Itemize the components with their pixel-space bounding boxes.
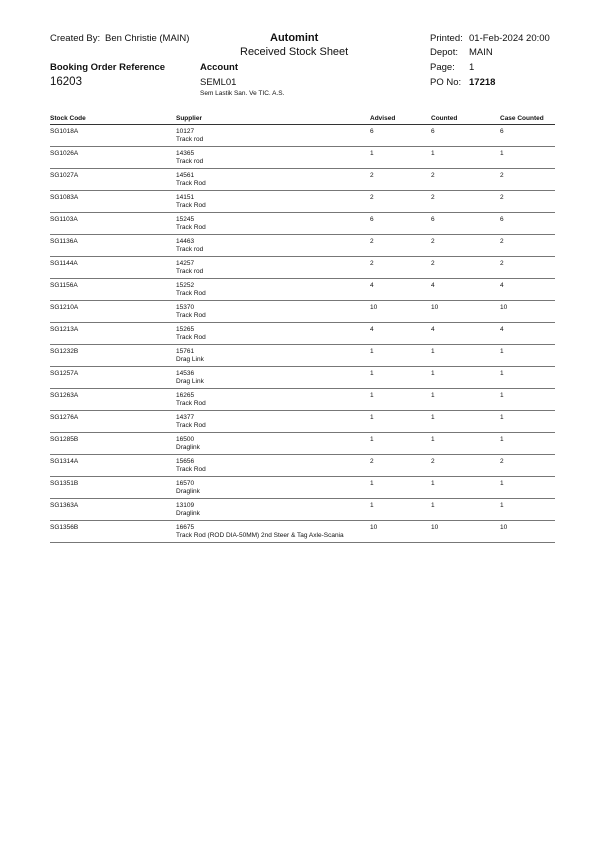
col-header-counted: Counted	[431, 115, 458, 122]
stock-code-cell: SG1027A	[50, 172, 79, 179]
col-header-stock-code: Stock Code	[50, 115, 86, 122]
stock-code-cell: SG1156A	[50, 282, 78, 289]
stock-code-cell: SG1144A	[50, 260, 78, 267]
description-cell: Track Rod	[176, 400, 206, 407]
created-by-label: Created By:	[50, 33, 101, 44]
row-divider	[50, 542, 555, 543]
stock-code-cell: SG1136A	[50, 238, 78, 245]
case-counted-cell: 1	[500, 392, 504, 399]
case-counted-cell: 2	[500, 172, 504, 179]
description-cell: Track Rod	[176, 290, 206, 297]
counted-cell: 6	[431, 216, 435, 223]
table-row	[0, 147, 595, 169]
description-cell: Track Rod	[176, 422, 206, 429]
stock-table	[0, 125, 595, 543]
advised-cell: 1	[370, 348, 374, 355]
case-counted-cell: 6	[500, 216, 504, 223]
po-label: PO No:	[430, 77, 462, 88]
booking-ref-label: Booking Order Reference	[50, 62, 166, 73]
case-counted-cell: 4	[500, 326, 504, 333]
description-cell: Track Rod	[176, 312, 206, 319]
table-row	[0, 323, 595, 345]
case-counted-cell: 1	[500, 150, 504, 157]
table-row	[0, 191, 595, 213]
advised-cell: 1	[370, 502, 374, 509]
stock-code-cell: SG1351B	[50, 480, 79, 487]
supplier-cell: 15370	[176, 304, 195, 311]
description-cell: Track Rod	[176, 224, 206, 231]
table-row	[0, 169, 595, 191]
case-counted-cell: 6	[500, 128, 504, 135]
description-cell: Draglink	[176, 488, 200, 495]
document-title: Automint	[270, 32, 319, 44]
counted-cell: 10	[431, 524, 439, 531]
table-row	[0, 433, 595, 455]
advised-cell: 2	[370, 194, 374, 201]
counted-cell: 2	[431, 458, 435, 465]
stock-code-cell: SG1263A	[50, 392, 79, 399]
supplier-cell: 15245	[176, 216, 195, 223]
col-header-advised: Advised	[370, 115, 396, 122]
case-counted-cell: 1	[500, 436, 504, 443]
counted-cell: 1	[431, 502, 435, 509]
table-row	[0, 235, 595, 257]
case-counted-cell: 1	[500, 502, 504, 509]
description-cell: Track rod	[176, 268, 204, 275]
advised-cell: 1	[370, 480, 374, 487]
description-cell: Track rod	[176, 136, 204, 143]
description-cell: Track Rod	[176, 334, 206, 341]
advised-cell: 6	[370, 128, 374, 135]
advised-cell: 6	[370, 216, 374, 223]
advised-cell: 4	[370, 282, 374, 289]
table-row	[0, 279, 595, 301]
case-counted-cell: 10	[500, 524, 508, 531]
document-subtitle: Received Stock Sheet	[240, 46, 349, 58]
table-row	[0, 499, 595, 521]
counted-cell: 1	[431, 348, 435, 355]
table-row	[0, 345, 595, 367]
table-row	[0, 411, 595, 433]
counted-cell: 2	[431, 260, 435, 267]
case-counted-cell: 1	[500, 414, 504, 421]
counted-cell: 2	[431, 172, 435, 179]
case-counted-cell: 1	[500, 348, 504, 355]
table-row	[0, 257, 595, 279]
supplier-cell: 15656	[176, 458, 195, 465]
table-row	[0, 367, 595, 389]
description-cell: Track Rod	[176, 466, 206, 473]
stock-code-cell: SG1232B	[50, 348, 79, 355]
advised-cell: 1	[370, 414, 374, 421]
stock-code-cell: SG1285B	[50, 436, 79, 443]
supplier-cell: 16570	[176, 480, 195, 487]
advised-cell: 2	[370, 238, 374, 245]
table-row	[0, 477, 595, 499]
stock-code-cell: SG1257A	[50, 370, 79, 377]
supplier-cell: 14561	[176, 172, 195, 179]
page-number: 1	[469, 62, 475, 73]
case-counted-cell: 2	[500, 458, 504, 465]
advised-cell: 1	[370, 150, 374, 157]
counted-cell: 4	[431, 282, 435, 289]
table-row	[0, 389, 595, 411]
description-cell: Track Rod	[176, 180, 206, 187]
counted-cell: 10	[431, 304, 439, 311]
description-cell: Track Rod (ROD DIA-50MM) 2nd Steer & Tag Axle-Scania	[176, 532, 344, 539]
booking-ref-value: 16203	[50, 76, 82, 88]
case-counted-cell: 2	[500, 238, 504, 245]
stock-code-cell: SG1356B	[50, 524, 79, 531]
depot-value: MAIN	[469, 47, 493, 58]
account-label: Account	[200, 62, 238, 73]
advised-cell: 10	[370, 304, 378, 311]
printed-label: Printed:	[430, 33, 463, 44]
supplier-cell: 14257	[176, 260, 195, 267]
description-cell: Track Rod	[176, 202, 206, 209]
advised-cell: 1	[370, 370, 374, 377]
case-counted-cell: 2	[500, 194, 504, 201]
supplier-cell: 15761	[176, 348, 195, 355]
counted-cell: 1	[431, 150, 435, 157]
case-counted-cell: 10	[500, 304, 508, 311]
table-row	[0, 125, 595, 147]
supplier-cell: 13109	[176, 502, 195, 509]
col-header-case-counted: Case Counted	[500, 115, 544, 122]
advised-cell: 10	[370, 524, 378, 531]
table-row	[0, 301, 595, 323]
counted-cell: 2	[431, 238, 435, 245]
description-cell: Drag Link	[176, 378, 204, 385]
po-value: 17218	[469, 77, 496, 88]
depot-label: Depot:	[430, 47, 458, 58]
advised-cell: 1	[370, 436, 374, 443]
advised-cell: 1	[370, 392, 374, 399]
advised-cell: 2	[370, 260, 374, 267]
supplier-cell: 15265	[176, 326, 195, 333]
table-row	[0, 213, 595, 235]
stock-code-cell: SG1363A	[50, 502, 79, 509]
stock-code-cell: SG1276A	[50, 414, 79, 421]
supplier-cell: 14463	[176, 238, 195, 245]
description-cell: Draglink	[176, 510, 200, 517]
supplier-cell: 14536	[176, 370, 195, 377]
counted-cell: 1	[431, 414, 435, 421]
table-row	[0, 455, 595, 477]
counted-cell: 1	[431, 480, 435, 487]
counted-cell: 1	[431, 392, 435, 399]
description-cell: Track rod	[176, 246, 204, 253]
description-cell: Track rod	[176, 158, 204, 165]
supplier-cell: 15252	[176, 282, 195, 289]
supplier-cell: 14377	[176, 414, 195, 421]
case-counted-cell: 1	[500, 480, 504, 487]
account-value: SEML01	[200, 77, 237, 88]
counted-cell: 6	[431, 128, 435, 135]
stock-code-cell: SG1026A	[50, 150, 79, 157]
page-label: Page:	[430, 62, 455, 73]
case-counted-cell: 2	[500, 260, 504, 267]
supplier-cell: 14151	[176, 194, 195, 201]
created-by-value: Ben Christie (MAIN)	[105, 33, 190, 44]
counted-cell: 2	[431, 194, 435, 201]
description-cell: Drag Link	[176, 356, 204, 363]
supplier-cell: 10127	[176, 128, 195, 135]
case-counted-cell: 4	[500, 282, 504, 289]
case-counted-cell: 1	[500, 370, 504, 377]
advised-cell: 2	[370, 172, 374, 179]
table-row	[0, 521, 595, 543]
stock-code-cell: SG1018A	[50, 128, 79, 135]
counted-cell: 4	[431, 326, 435, 333]
supplier-cell: 14365	[176, 150, 195, 157]
advised-cell: 2	[370, 458, 374, 465]
stock-code-cell: SG1213A	[50, 326, 79, 333]
counted-cell: 1	[431, 370, 435, 377]
description-cell: Draglink	[176, 444, 200, 451]
printed-value: 01-Feb-2024 20:00	[469, 33, 550, 44]
account-name: Sem Lastik San. Ve TIC. A.S.	[200, 90, 285, 97]
stock-code-cell: SG1314A	[50, 458, 79, 465]
supplier-cell: 16500	[176, 436, 195, 443]
stock-code-cell: SG1083A	[50, 194, 79, 201]
stock-code-cell: SG1210A	[50, 304, 79, 311]
supplier-cell: 16675	[176, 524, 195, 531]
col-header-supplier: Supplier	[176, 115, 203, 122]
stock-code-cell: SG1103A	[50, 216, 78, 223]
advised-cell: 4	[370, 326, 374, 333]
supplier-cell: 16265	[176, 392, 195, 399]
counted-cell: 1	[431, 436, 435, 443]
